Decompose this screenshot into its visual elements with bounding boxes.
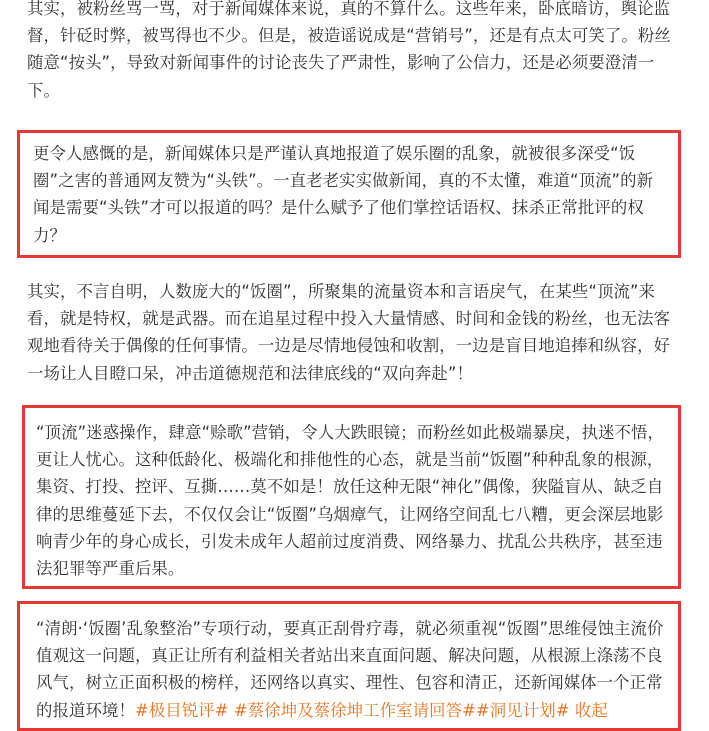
highlight-paragraph-3-text: “清朗·‘饭圈’乱象整治”专项行动，要真正刮骨疗毒，就必须重视“饭圈”思维侵蚀主流价值观这一问题，真正让所有利益相关者站出来直面问题、解决问题，从根源上涤荡不良风气，树立正面积极的榜样，还网络以真实、理性、包容和清正，还新闻媒体一个正常的报道环境！ bbox=[36, 619, 664, 720]
highlight-box-1 bbox=[17, 130, 681, 258]
highlight-paragraph-2: “顶流”迷惑操作，肆意“赊歌”营销，令人大跌眼镜；而粉丝如此极端暴戾，执迷不悟，更让人忧心。这种低龄化、极端化和排他性的心态，就是当前“饭圈”种种乱象的根源，集资、打投、控评、互撕……莫不如是！放任这种无限“神化”偶像，狭隘盲从、缺乏自律的思维蔓延下去，不仅仅会让“饭圈”乌烟瘴气，让网络空间乱七八糟，更会深层地影响青少年的身心成长，引发未成年人超前过度消费、网络暴力、扰乱公共秩序，甚至违法犯罪等严重后果。 bbox=[36, 423, 665, 579]
paragraph-intro: 其实，被粉丝骂一骂，对于新闻媒体来说，真的不算什么。这些年来，卧底暗访，舆论监督，针砭时弊，被骂得也不少。但是，被造谣说成是“营销号”，还是有点太可笑了。粉丝随意“按头”，导致对新闻事件的讨论丧失了严肃性，影响了公信力，还是必须要澄清一下。 bbox=[27, 0, 671, 100]
highlight-paragraph-1: 更令人感慨的是，新闻媒体只是严谨认真地报道了娱乐圈的乱象，就被很多深受“饭圈”之害的普通网友赞为“头铁”。一直老老实实做新闻，真的不太懂，难道“顶流”的新闻是需要“头铁”才可以报道的吗？是什么赋予了他们掌控话语权、抹杀正常批评的权力？ bbox=[33, 144, 654, 245]
paragraph-fanquan: 其实，不言自明，人数庞大的“饭圈”，所聚集的流量资本和言语戾气，在某些“顶流”来看，就是特权，就是武器。而在追星过程中投入大量情感、时间和金钱的粉丝，也无法客观地看待关于偶像的任何事情。一边是尽情地侵蚀和收割，一边是盲目地追捧和纵容，好一场让人目瞪口呆，冲击道德规范和法律底线的“双向奔赴”！ bbox=[27, 282, 671, 383]
highlight-box-3 bbox=[17, 601, 681, 731]
hashtag-links[interactable]: #极目锐评# #蔡徐坤及蔡徐坤工作室请回答##洞见计划# 收起 bbox=[134, 700, 608, 720]
highlight-box-2 bbox=[22, 405, 681, 589]
highlight-paragraph-3 bbox=[36, 615, 669, 724]
